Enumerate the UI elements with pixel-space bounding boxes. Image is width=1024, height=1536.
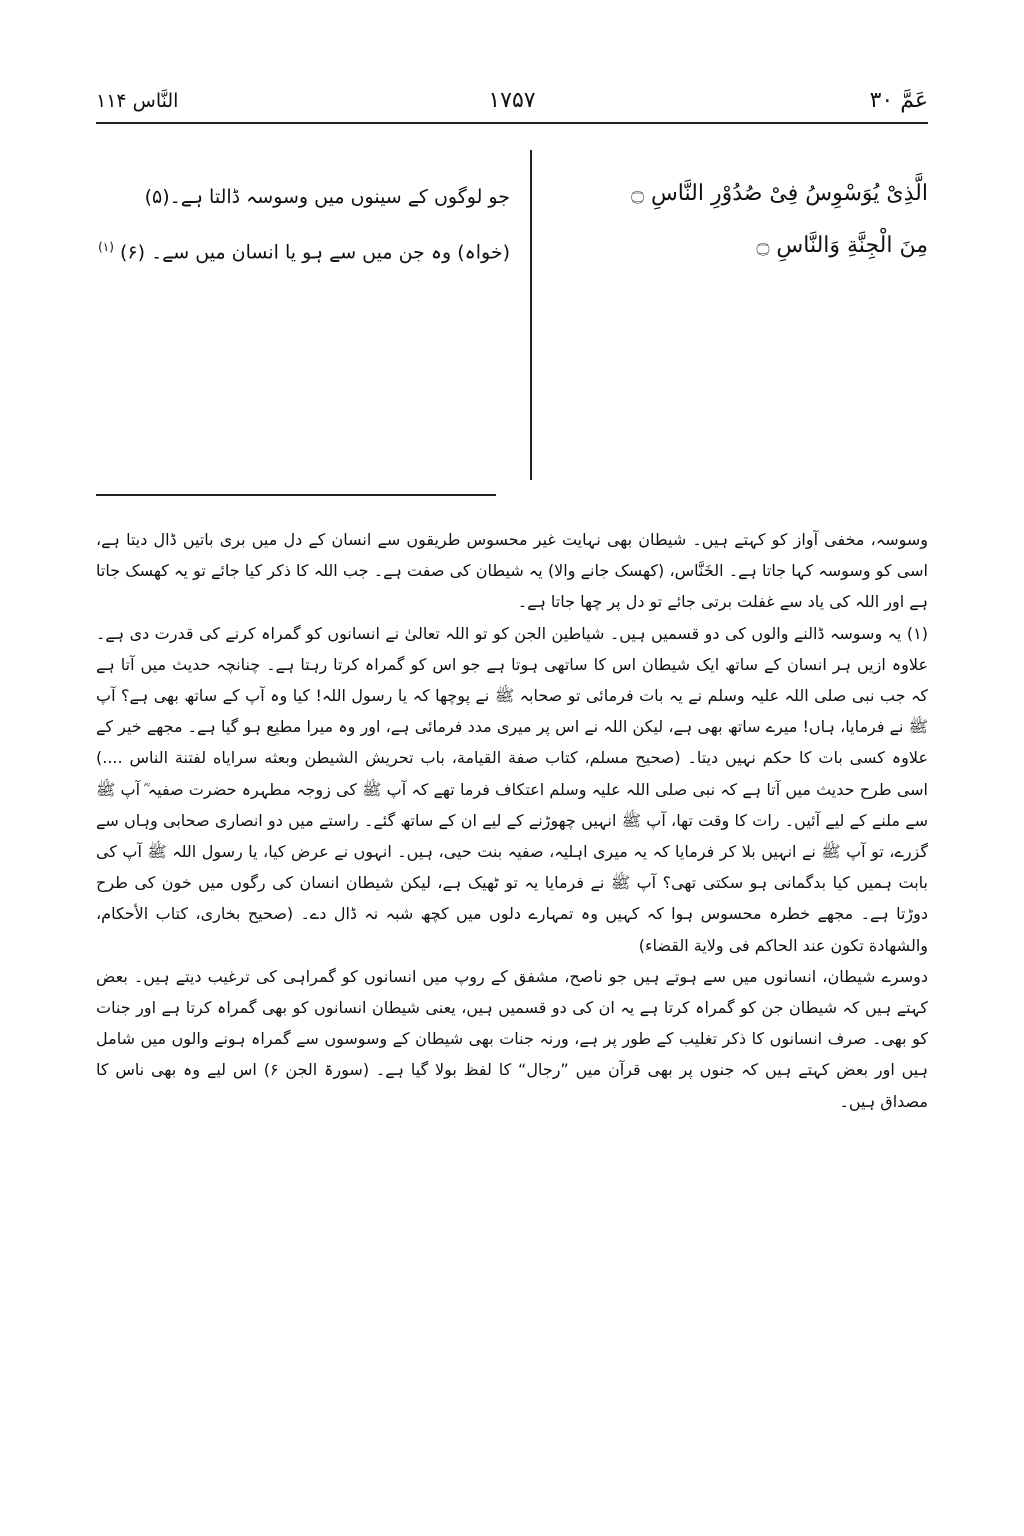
commentary — [96, 524, 928, 1117]
verse-5: الَّذِیْ یُوَسْوِسُ فِیْ صُدُوْرِ النَّاسِ ۝ — [631, 181, 928, 206]
translation-6-text: (خواہ) وہ جن میں سے ہو یا انسان میں سے۔ (۶) — [119, 241, 510, 264]
commentary-paragraph: دوسرے شیطان، انسانوں میں سے ہوتے ہیں جو ناصح، مشفق کے روپ میں انسانوں کو گمراہی کی ترغیب دیتے ہیں۔ بعض کہتے ہیں کہ شیطان جن کو گمراہ کرتا ہے یہ ان کی دو قسمیں ہیں، یعنی شیطان انسانوں کو بھی گمراہ کرتا ہے اور جنات کو بھی۔ صرف انسانوں کا ذکر تغلیب کے طور پر ہے، ورنہ جنات بھی شیطان کے وسوسوں سے گمراہ ہونے والوں میں شامل ہیں اور بعض کہتے ہیں کہ جنوں پر بھی قرآن میں ”رجال“ کا لفظ بولا گیا ہے۔ (سورۃ الجن ۶) اس لیے وہ بھی ناس کا مصداق ہیں۔ — [96, 966, 928, 1111]
urdu-translation — [98, 172, 510, 277]
commentary-paragraph: وسوسہ، مخفی آواز کو کہتے ہیں۔ شیطان بھی نہایت غیر محسوس طریقوں سے انسان کے دل میں بری باتیں ڈال دیتا ہے، اسی کو وسوسہ کہا جاتا ہے۔ الخَنَّاس، (کھسک جانے والا) یہ شیطان کی صفت ہے۔ جب اللہ کا ذکر کیا جائے تو یہ کھسک جاتا ہے اور اللہ کی یاد سے غفلت برتی جائے تو دل پر چھا جاتا ہے۔ — [96, 530, 928, 612]
verse-6: مِنَ الْجِنَّةِ وَالنَّاسِ ۝ — [756, 233, 928, 258]
footnote-rule — [96, 494, 496, 496]
page-number: ۱۷۵۷ — [488, 88, 536, 113]
column-divider — [530, 150, 532, 480]
commentary-paragraph: (۱) یہ وسوسہ ڈالنے والوں کی دو قسمیں ہیں۔ شیاطین الجن کو تو اللہ تعالیٰ نے انسانوں کو گمراہ کرنے کی قدرت دی ہے۔ علاوہ ازیں ہر انسان کے ساتھ ایک شیطان اس کا ساتھی ہوتا ہے جو اس کو گمراہ کرتا رہتا ہے۔ چنانچہ حدیث میں آتا ہے کہ جب نبی صلی اللہ علیہ وسلم نے یہ بات فرمائی تو صحابہ ﷺ نے پوچھا کہ یا رسول اللہ! کیا وہ آپ کے ساتھ بھی ہے؟ آپ ﷺ نے فرمایا، ہاں! میرے ساتھ بھی ہے، لیکن اللہ نے اس پر میری مدد فرمائی ہے، اور وہ میرا مطیع ہو گیا ہے۔ مجھے خیر کے علاوہ کسی بات کا حکم نہیں دیتا۔ (صحیح مسلم، کتاب صفة القیامة، باب تحریش الشیطن وبعثه سرایاه لفتنة الناس ....) اسی طرح حدیث میں آتا ہے کہ نبی صلی اللہ علیہ وسلم اعتکاف فرما تھے کہ آپ ﷺ کی زوجہ مطہرہ حضرت صفیہ ؓ آپ ﷺ سے ملنے کے لیے آئیں۔ رات کا وقت تھا، آپ ﷺ انہیں چھوڑنے کے لیے ان کے ساتھ گئے۔ راستے میں دو انصاری صحابی وہاں سے گزرے، تو آپ ﷺ نے انہیں بلا کر فرمایا کہ یہ میری اہلیہ، صفیہ بنت حیی، ہیں۔ انہوں نے عرض کیا، یا رسول اللہ ﷺ آپ کی بابت ہمیں کیا بدگمانی ہو سکتی تھی؟ آپ ﷺ نے فرمایا یہ تو ٹھیک ہے، لیکن شیطان انسان کی رگوں میں خون کی طرح دوڑتا ہے۔ مجھے خطرہ محسوس ہوا کہ کہیں وہ تمہارے دلوں میں کچھ شبہ نہ ڈال دے۔ (صحیح بخاری، کتاب الأحکام، والشهادة تکون عند الحاکم فی ولایة القضاء) — [96, 623, 928, 955]
header-rule — [96, 122, 928, 124]
arabic-verses — [528, 168, 928, 272]
surah-label: النَّاس ۱۱۴ — [96, 90, 179, 112]
translation-6 — [98, 222, 510, 277]
footnote-marker: (۱) — [98, 240, 114, 254]
juz-label: عَمَّ ۳۰ — [869, 88, 928, 113]
translation-5: جو لوگوں کے سینوں میں وسوسہ ڈالتا ہے۔(۵) — [144, 186, 510, 208]
